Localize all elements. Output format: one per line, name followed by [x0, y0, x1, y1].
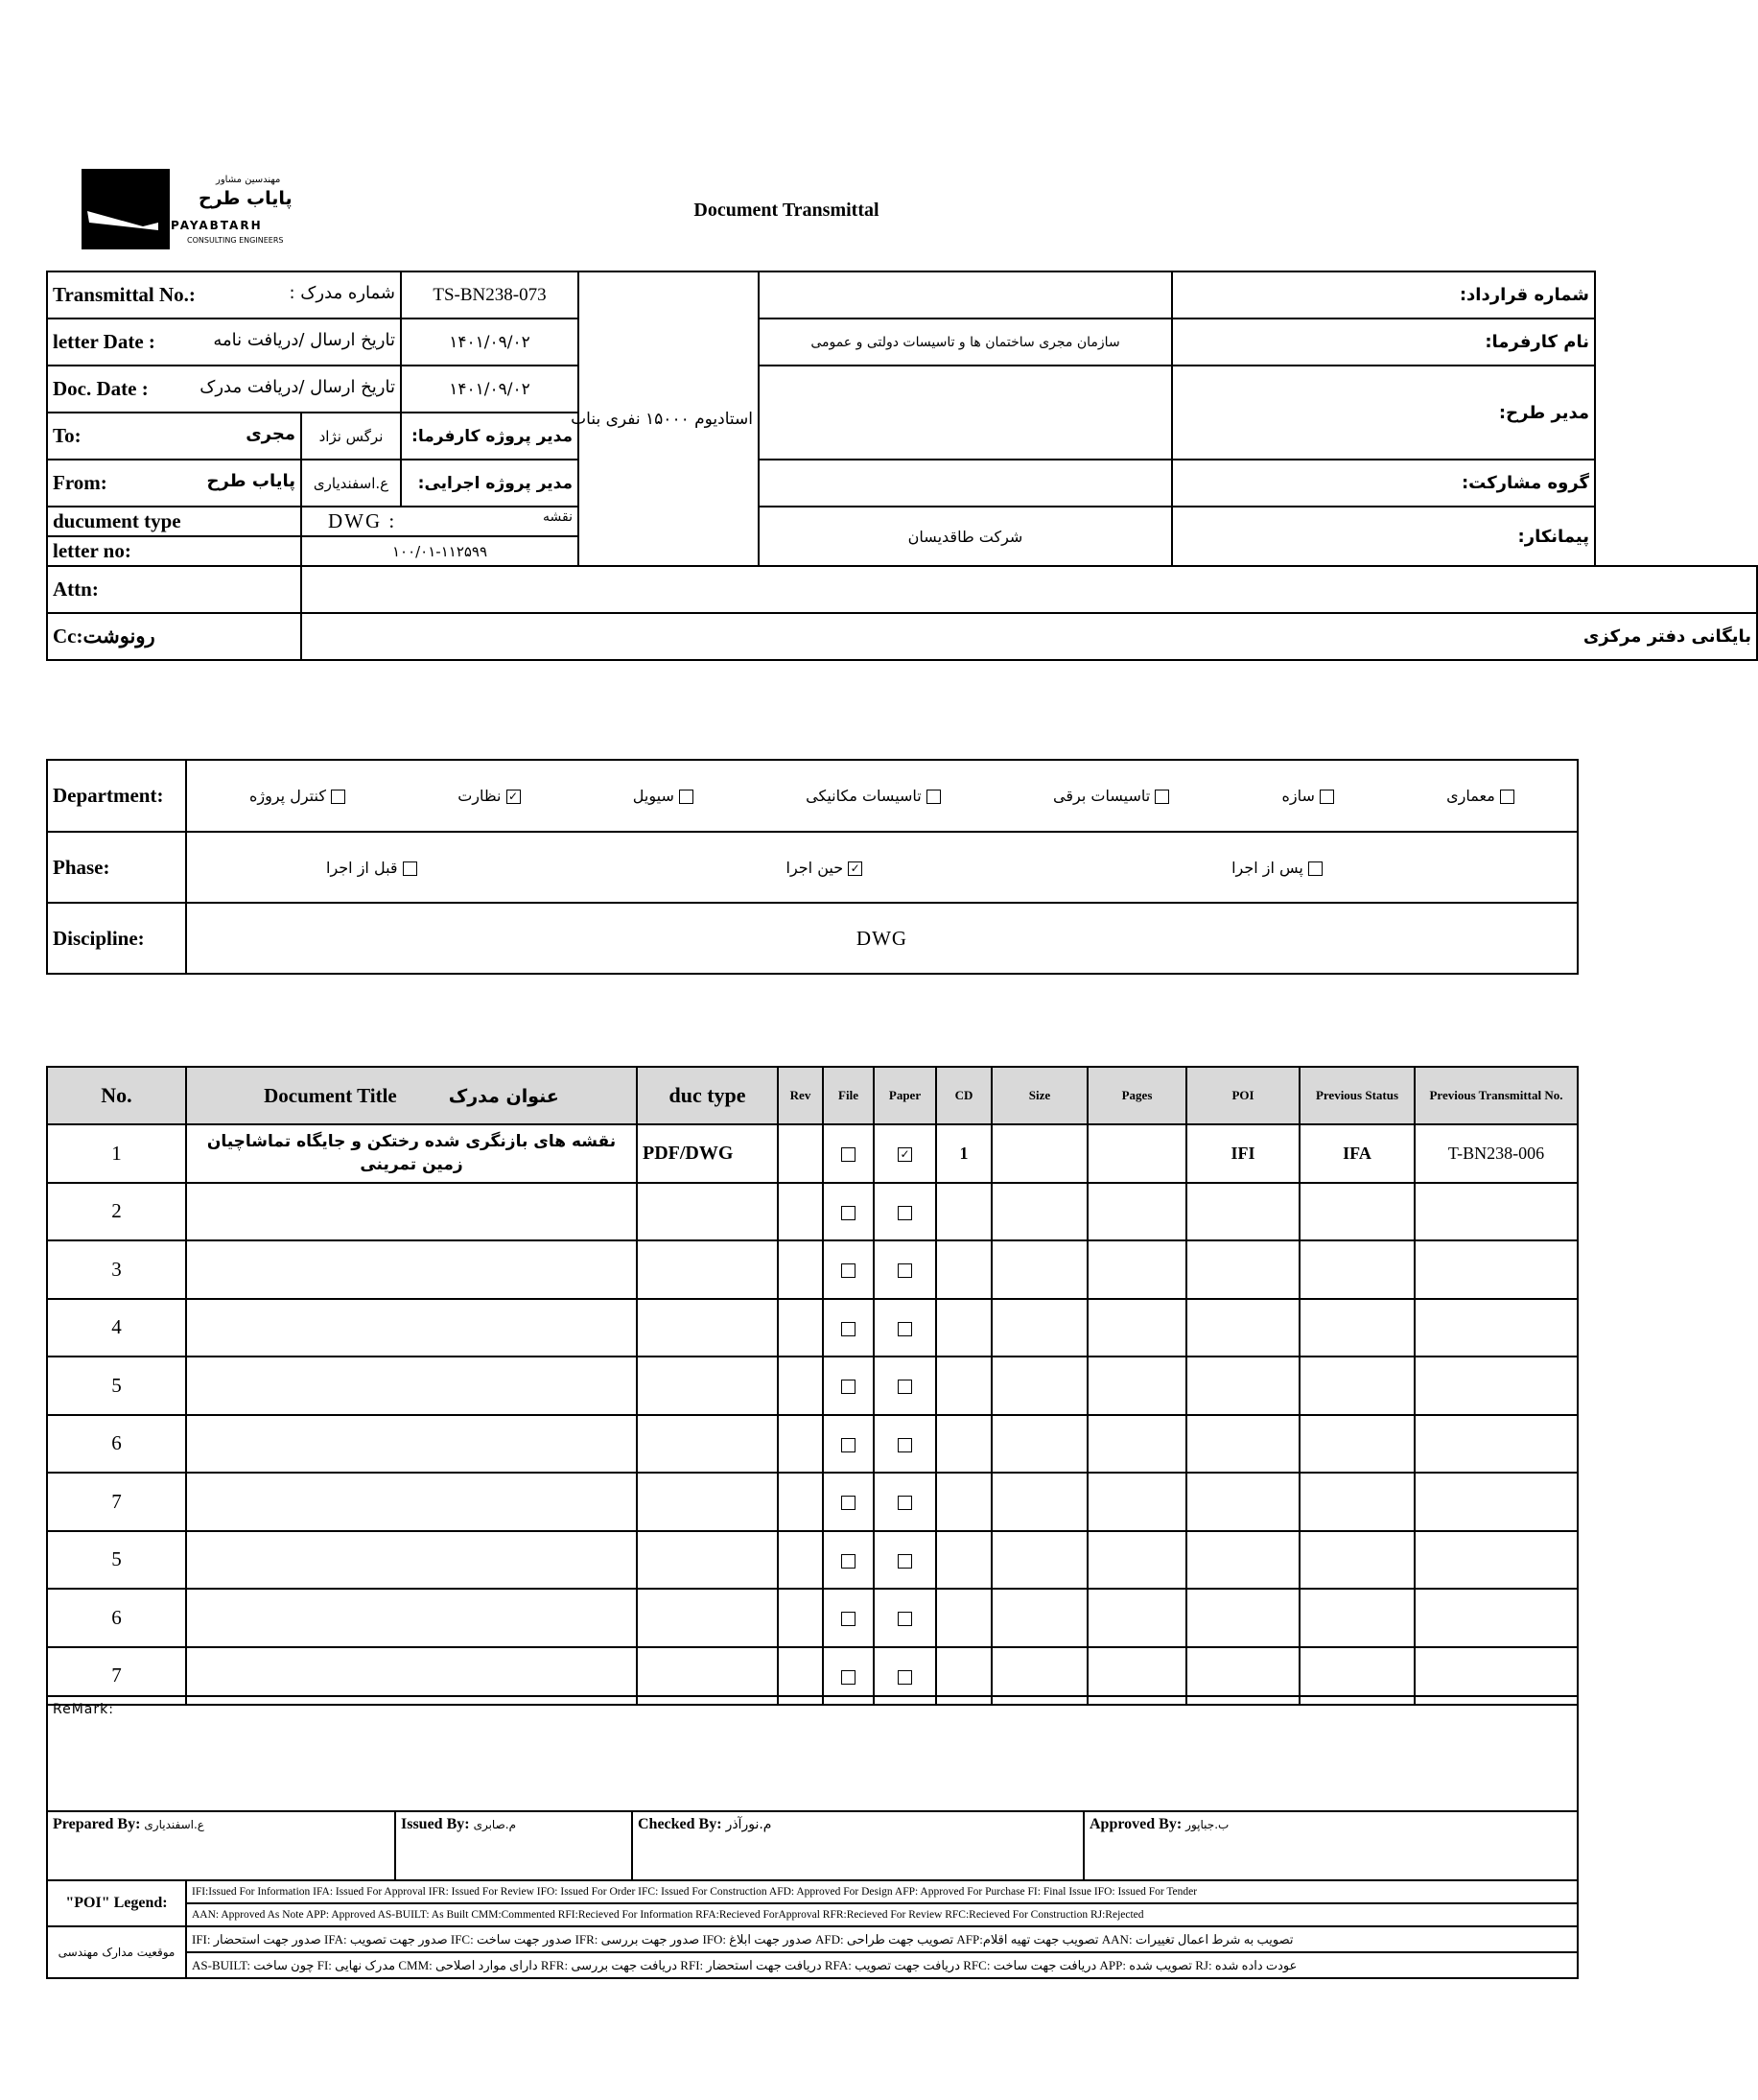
paper-checkbox[interactable] [898, 1263, 912, 1278]
row-type [637, 1183, 778, 1241]
row-title [186, 1473, 637, 1531]
doctype-value: DWG : [328, 509, 397, 532]
phase-checkbox[interactable] [1308, 861, 1323, 876]
phase-option[interactable] [786, 859, 863, 877]
file-checkbox[interactable] [841, 1206, 856, 1220]
phase-option[interactable] [326, 859, 417, 877]
row-cd [936, 1183, 992, 1241]
poi-legend-line2: AAN: Approved As Note APP: Approved AS-BUILT: As Built CMM:Commented RFI:Recieved For Information RFA:Recieved ForApproval RFR:Recieved For Review RFC:Recieved For Construction RJ:Rejected [186, 1903, 1578, 1926]
row-poi: IFI [1186, 1124, 1300, 1183]
row-prev-status [1300, 1473, 1415, 1531]
row-no: 1 [47, 1124, 186, 1183]
row-paper [874, 1124, 936, 1183]
department-checkbox[interactable]: ✓ [506, 790, 521, 804]
exec-pm-name: ع.اسفندیاری [301, 460, 401, 507]
col-no: No. [47, 1067, 186, 1124]
department-checkbox[interactable] [1500, 790, 1514, 804]
col-title-fa: عنوان مدرک [448, 1085, 559, 1107]
company-logo [82, 169, 302, 251]
checked-cell [632, 1811, 1084, 1880]
department-checkbox[interactable] [1320, 790, 1334, 804]
table-row [47, 1240, 1578, 1299]
table-row [47, 1473, 1578, 1531]
row-title [186, 1240, 637, 1299]
phase-option[interactable] [1231, 859, 1323, 877]
poi-legend-label: "POI" Legend: [47, 1880, 186, 1926]
col-prev-trans: Previous Transmittal No. [1415, 1067, 1578, 1124]
row-cd [936, 1531, 992, 1590]
row-type [637, 1357, 778, 1415]
paper-checkbox[interactable] [898, 1554, 912, 1569]
row-rev [778, 1183, 823, 1241]
row-file [823, 1299, 874, 1357]
row-file [823, 1124, 874, 1183]
to-label: To: [53, 424, 82, 447]
partner-label: گروه مشارکت: [1172, 460, 1595, 507]
paper-checkbox[interactable] [898, 1380, 912, 1394]
status-legend-label: موقعیت مدارک مهندسی [47, 1926, 186, 1978]
row-title [186, 1531, 637, 1590]
row-prev-trans [1415, 1415, 1578, 1474]
contract-label: شماره قرارداد: [1172, 271, 1595, 319]
row-no: 6 [47, 1415, 186, 1474]
col-pages: Pages [1088, 1067, 1186, 1124]
letter-date-label-fa: تاریخ ارسال /دریافت نامه [213, 330, 395, 350]
row-no: 7 [47, 1647, 186, 1706]
phase-option-label: پس از اجرا [1231, 858, 1303, 877]
row-title [186, 1589, 637, 1647]
transmittal-label-fa: شماره مدرک : [289, 283, 395, 303]
department-option-label: سیویل [632, 787, 674, 805]
row-title [186, 1299, 637, 1357]
from-cell [47, 460, 301, 507]
row-rev [778, 1299, 823, 1357]
row-prev-trans [1415, 1473, 1578, 1531]
row-file [823, 1357, 874, 1415]
file-checkbox[interactable] [841, 1496, 856, 1510]
row-file [823, 1473, 874, 1531]
paper-checkbox[interactable] [898, 1670, 912, 1685]
doc-date-value: ۱۴۰۱/۰۹/۰۲ [401, 366, 578, 413]
row-prev-trans [1415, 1299, 1578, 1357]
discipline-value: DWG [186, 903, 1578, 974]
row-poi [1186, 1589, 1300, 1647]
row-no: 2 [47, 1183, 186, 1241]
letterno-label: letter no: [47, 536, 301, 566]
prepared-label: Prepared By: [53, 1816, 141, 1832]
phase-checkbox[interactable] [403, 861, 417, 876]
row-paper [874, 1240, 936, 1299]
table-row [47, 1531, 1578, 1590]
department-option-label: تاسیسات مکانیکی [806, 787, 922, 805]
department-label: Department: [47, 760, 186, 832]
logo-line1: مهندسین مشاور [216, 175, 281, 185]
row-prev-status [1300, 1531, 1415, 1590]
table-row [47, 1357, 1578, 1415]
row-file [823, 1589, 874, 1647]
row-no: 3 [47, 1240, 186, 1299]
department-option[interactable] [1446, 787, 1514, 805]
doctype-label: ducument type [47, 507, 301, 536]
row-title: نقشه های بازنگری شده رختکن و جایگاه تماشاچیان زمین تمرینی [186, 1124, 637, 1183]
row-pages [1088, 1240, 1186, 1299]
remark-box [47, 1696, 1578, 1811]
row-prev-status [1300, 1299, 1415, 1357]
row-file [823, 1240, 874, 1299]
row-poi [1186, 1299, 1300, 1357]
logo-brand: PAYABTARH [171, 219, 263, 232]
phase-options [186, 832, 1578, 903]
file-checkbox[interactable] [841, 1438, 856, 1452]
table-row [47, 1299, 1578, 1357]
transmittal-no-cell [47, 271, 401, 319]
row-pages [1088, 1357, 1186, 1415]
row-rev [778, 1531, 823, 1590]
issued-name: م.صابری [473, 1818, 517, 1831]
transmittal-value: TS-BN238-073 [401, 271, 578, 319]
row-rev [778, 1415, 823, 1474]
approved-name: ب.جباپور [1185, 1818, 1230, 1831]
row-pages [1088, 1415, 1186, 1474]
row-prev-trans [1415, 1240, 1578, 1299]
row-poi [1186, 1415, 1300, 1474]
row-poi [1186, 1473, 1300, 1531]
department-checkbox[interactable] [1155, 790, 1169, 804]
discipline-label: Discipline: [47, 903, 186, 974]
department-option[interactable] [249, 787, 345, 805]
file-checkbox[interactable] [841, 1670, 856, 1685]
cc-label: Cc:رونوشت [47, 613, 301, 660]
row-prev-status [1300, 1589, 1415, 1647]
row-size [992, 1415, 1088, 1474]
header-table [46, 271, 1758, 661]
paper-checkbox[interactable] [898, 1496, 912, 1510]
transmittal-label: Transmittal No.: [53, 283, 196, 306]
row-prev-trans [1415, 1589, 1578, 1647]
file-checkbox[interactable] [841, 1612, 856, 1626]
row-pages [1088, 1124, 1186, 1183]
row-paper [874, 1183, 936, 1241]
partner-value [759, 460, 1172, 507]
row-no: 7 [47, 1473, 186, 1531]
row-title [186, 1415, 637, 1474]
paper-checkbox[interactable]: ✓ [898, 1147, 912, 1162]
department-option[interactable] [806, 787, 941, 805]
file-checkbox[interactable] [841, 1263, 856, 1278]
project-name: استادیوم ۱۵۰۰۰ نفری بناب [578, 271, 759, 566]
row-no: 5 [47, 1531, 186, 1590]
issued-label: Issued By: [401, 1816, 470, 1832]
doc-date-label-fa: تاریخ ارسال /دریافت مدرک [199, 377, 395, 397]
row-rev [778, 1589, 823, 1647]
department-option-label: معماری [1446, 787, 1495, 805]
page-title: Document Transmittal [693, 200, 879, 221]
row-pages [1088, 1473, 1186, 1531]
poi-legend-line1: IFI:Issued For Information IFA: Issued For Approval IFR: Issued For Review IFO: Issued For Order IFC: Issued For Construction AFD: Approved For Design AFP: Approved For Purchase FI: Final Issue IFO: Issued For Tender [186, 1880, 1578, 1903]
phase-option-label: حین اجرا [785, 858, 844, 877]
row-poi [1186, 1183, 1300, 1241]
department-checkbox[interactable] [926, 790, 941, 804]
row-rev [778, 1124, 823, 1183]
designer-value [759, 366, 1172, 460]
row-title [186, 1357, 637, 1415]
row-cd [936, 1240, 992, 1299]
checked-label: Checked By: [638, 1816, 722, 1832]
row-cd [936, 1589, 992, 1647]
row-prev-trans: T-BN238-006 [1415, 1124, 1578, 1183]
approved-label: Approved By: [1090, 1816, 1183, 1832]
row-size [992, 1531, 1088, 1590]
table-row [47, 1183, 1578, 1241]
prepared-cell [47, 1811, 395, 1880]
row-prev-status: IFA [1300, 1124, 1415, 1183]
col-size: Size [992, 1067, 1088, 1124]
row-size [992, 1124, 1088, 1183]
row-poi [1186, 1531, 1300, 1590]
row-rev [778, 1473, 823, 1531]
table-row [47, 1415, 1578, 1474]
department-checkbox[interactable] [679, 790, 693, 804]
file-checkbox[interactable] [841, 1380, 856, 1394]
row-type [637, 1240, 778, 1299]
employer-value: سازمان مجری ساختمان ها و تاسیسات دولتی و عمومی [759, 319, 1172, 366]
row-prev-trans [1415, 1531, 1578, 1590]
contractor-value: شرکت طاقدیسان [759, 507, 1172, 566]
row-type [637, 1531, 778, 1590]
department-options-row [192, 787, 1572, 805]
paper-checkbox[interactable] [898, 1322, 912, 1336]
row-poi [1186, 1240, 1300, 1299]
row-type [637, 1299, 778, 1357]
prepared-name: ع.اسفندیاری [144, 1818, 204, 1831]
exec-pm-label: مدیر پروژه اجرایی: [401, 460, 578, 507]
row-size [992, 1473, 1088, 1531]
department-table [46, 759, 1579, 975]
from-value: پایاب طرح [206, 471, 295, 491]
department-checkbox[interactable] [331, 790, 345, 804]
department-option-label: کنترل پروژه [249, 787, 326, 805]
paper-checkbox[interactable] [898, 1438, 912, 1452]
row-type [637, 1415, 778, 1474]
department-options [186, 760, 1578, 832]
col-cd: CD [936, 1067, 992, 1124]
cc-value: بایگانی دفتر مرکزی [301, 613, 1757, 660]
row-no: 5 [47, 1357, 186, 1415]
row-size [992, 1589, 1088, 1647]
attn-value [301, 566, 1757, 613]
row-paper [874, 1415, 936, 1474]
row-poi [1186, 1357, 1300, 1415]
footer-table [46, 1695, 1579, 1979]
checked-name: م.نورآذر [725, 1817, 772, 1832]
doc-date-label: Doc. Date : [53, 377, 149, 400]
doctype-value-fa: نقشه [543, 509, 573, 525]
client-pm-label: مدیر پروژه کارفرما: [401, 413, 578, 460]
letter-date-value: ۱۴۰۱/۰۹/۰۲ [401, 319, 578, 366]
paper-checkbox[interactable] [898, 1612, 912, 1626]
row-paper [874, 1531, 936, 1590]
row-size [992, 1240, 1088, 1299]
row-type [637, 1473, 778, 1531]
row-pages [1088, 1299, 1186, 1357]
row-cd [936, 1299, 992, 1357]
row-size [992, 1299, 1088, 1357]
status-legend-line4: AS-BUILT: چون ساخت FI: مدرک نهایی CMM: دارای موارد اصلاحی RFR: دریافت جهت بررسی RFI: دریافت جهت استحضار RFA: دریافت جهت تصویب RFC: دریافت جهت ساخت APP: تصویب شده RJ: عودت داده شده [186, 1952, 1578, 1978]
department-option[interactable] [457, 787, 520, 805]
row-paper [874, 1473, 936, 1531]
documents-table [46, 1066, 1579, 1706]
logo-line2: پایاب طرح [199, 188, 293, 209]
client-pm-name: نرگس نژاد [301, 413, 401, 460]
row-cd [936, 1415, 992, 1474]
phase-option-label: قبل از اجرا [326, 858, 398, 877]
row-prev-status [1300, 1183, 1415, 1241]
row-rev [778, 1357, 823, 1415]
row-type: PDF/DWG [637, 1124, 778, 1183]
logo-mark-icon [82, 169, 170, 249]
row-rev [778, 1240, 823, 1299]
row-prev-status [1300, 1357, 1415, 1415]
to-cell [47, 413, 301, 460]
row-prev-trans [1415, 1183, 1578, 1241]
col-prev-status: Previous Status [1300, 1067, 1415, 1124]
row-size [992, 1183, 1088, 1241]
phase-checkbox[interactable]: ✓ [848, 861, 862, 876]
row-paper [874, 1357, 936, 1415]
row-prev-status [1300, 1415, 1415, 1474]
file-checkbox[interactable] [841, 1554, 856, 1569]
row-file [823, 1415, 874, 1474]
row-file [823, 1183, 874, 1241]
table-row [47, 1124, 1578, 1183]
letter-date-label: letter Date : [53, 330, 155, 353]
phase-label: Phase: [47, 832, 186, 903]
contractor-label: پیمانکار: [1172, 507, 1595, 566]
remark-label: ReMark: [53, 1702, 114, 1717]
department-option[interactable] [633, 787, 693, 805]
col-paper: Paper [874, 1067, 936, 1124]
file-checkbox[interactable] [841, 1147, 856, 1162]
department-option-label: تاسیسات برقی [1053, 787, 1151, 805]
status-legend-line3: IFI: صدور جهت استحضار IFA: صدور جهت تصویب IFC: صدور جهت ساخت IFR: صدور جهت بررسی IFO: صدور جهت ابلاغ AFD: تصویب جهت طراحی AFP:تصویب جهت تهیه اقلام AAN: تصویب به شرط اعمال تغییرات [186, 1926, 1578, 1952]
row-paper [874, 1299, 936, 1357]
row-pages [1088, 1183, 1186, 1241]
doctype-cell [301, 507, 578, 536]
phase-options-row [192, 859, 1572, 877]
employer-label: نام کارفرما: [1172, 319, 1595, 366]
letterno-value: ۱۰۰/۰۱-۱۱۲۵۹۹ [301, 536, 578, 566]
attn-label: Attn: [47, 566, 301, 613]
row-size [992, 1357, 1088, 1415]
contract-value [759, 271, 1172, 319]
col-type: duc type [637, 1067, 778, 1124]
col-title-en: Document Title [264, 1083, 397, 1107]
paper-checkbox[interactable] [898, 1206, 912, 1220]
letter-date-cell [47, 319, 401, 366]
row-file [823, 1531, 874, 1590]
doc-date-cell [47, 366, 401, 413]
row-cd [936, 1357, 992, 1415]
row-prev-trans [1415, 1357, 1578, 1415]
department-option-label: نظارت [457, 787, 502, 805]
row-type [637, 1589, 778, 1647]
logo-subtitle: CONSULTING ENGINEERS [187, 236, 284, 245]
row-paper [874, 1589, 936, 1647]
row-pages [1088, 1531, 1186, 1590]
col-file: File [823, 1067, 874, 1124]
row-cd: 1 [936, 1124, 992, 1183]
department-option[interactable] [1053, 787, 1169, 805]
approved-cell [1084, 1811, 1578, 1880]
table-row [47, 1589, 1578, 1647]
file-checkbox[interactable] [841, 1322, 856, 1336]
row-title [186, 1183, 637, 1241]
from-label: From: [53, 471, 107, 494]
col-poi: POI [1186, 1067, 1300, 1124]
row-prev-status [1300, 1240, 1415, 1299]
department-option[interactable] [1281, 787, 1333, 805]
row-no: 4 [47, 1299, 186, 1357]
to-value: مجری [246, 424, 295, 444]
designer-label: مدیر طرح: [1172, 366, 1595, 460]
col-rev: Rev [778, 1067, 823, 1124]
department-option-label: سازه [1281, 787, 1315, 805]
row-pages [1088, 1589, 1186, 1647]
issued-cell [395, 1811, 632, 1880]
row-no: 6 [47, 1589, 186, 1647]
col-title [186, 1067, 637, 1124]
row-cd [936, 1473, 992, 1531]
